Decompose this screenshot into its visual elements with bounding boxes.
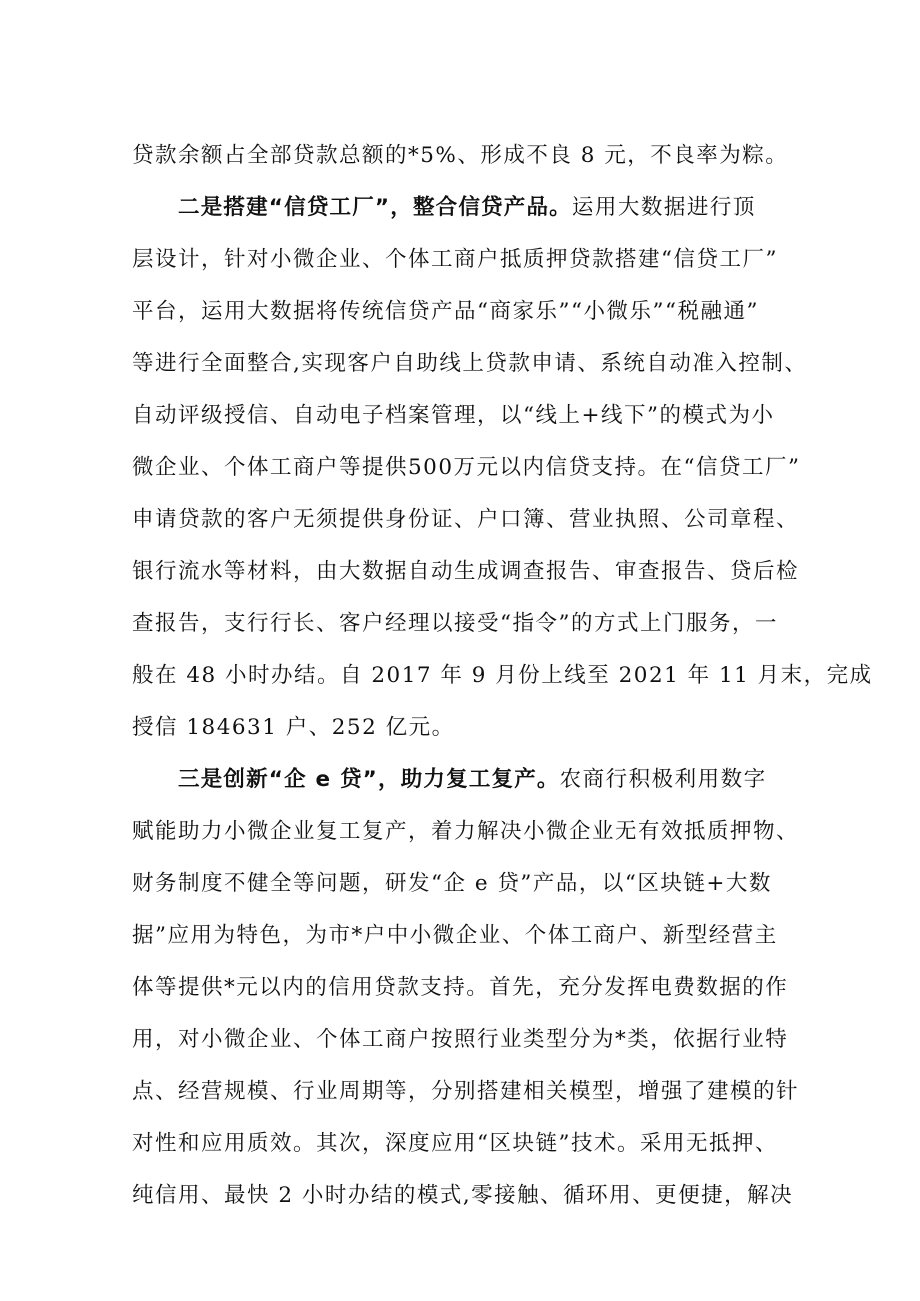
text-line: 等进行全面整合,实现客户自助线上贷款申请、系统自动准入控制、 bbox=[132, 351, 808, 376]
text-line: 查报告，支行行长、客户经理以接受“指令”的方式上门服务，一 bbox=[132, 611, 778, 636]
text-line: 层设计，针对小微企业、个体工商户抵质押贷款搭建“信贷工厂” bbox=[132, 247, 778, 272]
text-line: 赋能助力小微企业复工复产，着力解决小微企业无有效抵质押物、 bbox=[132, 819, 800, 844]
text-line: 申请贷款的客户无须提供身份证、户口簿、营业执照、公司章程、 bbox=[132, 507, 800, 532]
text-line: 纯信用、最快 2 小时办结的模式,零接触、循环用、更便捷，解决 bbox=[132, 1183, 794, 1208]
text-line: 贷款余额占全部贷款总额的*5%、形成不良 8 元，不良率为粽。 bbox=[132, 143, 789, 168]
text-line: 般在 48 小时办结。自 2017 年 9 月份上线至 2021 年 11 月末，完成 bbox=[132, 663, 873, 688]
text-line: 微企业、个体工商户等提供500万元以内信贷支持。在“信贷工厂” bbox=[132, 455, 801, 480]
paragraph-heading-line bbox=[178, 765, 812, 795]
text-line: 体等提供*元以内的信用贷款支持。首先，充分发挥电费数据的作 bbox=[132, 975, 789, 1000]
text-line: 财务制度不健全等问题，研发“企 e 贷”产品，以“区块链+大数 bbox=[132, 871, 772, 896]
text-line: 授信 184631 户、252 亿元。 bbox=[132, 715, 455, 740]
text-line: 点、经营规模、行业周期等，分别搭建相关模型，增强了建模的针 bbox=[132, 1079, 800, 1104]
paragraph-heading: 二是搭建“信贷工厂”，整合信贷产品。 bbox=[178, 195, 572, 220]
text-line: 银行流水等材料，由大数据自动生成调查报告、审查报告、贷后检 bbox=[132, 559, 800, 584]
text-run: 运用大数据进行顶 bbox=[571, 195, 756, 220]
text-line: 用，对小微企业、个体工商户按照行业类型分为*类，依据行业特 bbox=[132, 1027, 789, 1052]
text-line: 平台，运用大数据将传统信贷产品“商家乐”“小微乐”“税融通” bbox=[132, 299, 759, 324]
text-line: 对性和应用质效。其次，深度应用“区块链”技术。采用无抵押、 bbox=[132, 1131, 778, 1156]
text-run: 农商行积极利用数字 bbox=[559, 767, 767, 792]
paragraph-heading-line bbox=[178, 193, 812, 223]
text-line: 据”应用为特色，为市*户中小微企业、个体工商户、新型经营主 bbox=[132, 923, 778, 948]
text-line: 自动评级授信、自动电子档案管理，以“线上+线下”的模式为小 bbox=[132, 403, 775, 428]
paragraph-heading: 三是创新“企 e 贷”，助力复工复产。 bbox=[178, 767, 560, 792]
